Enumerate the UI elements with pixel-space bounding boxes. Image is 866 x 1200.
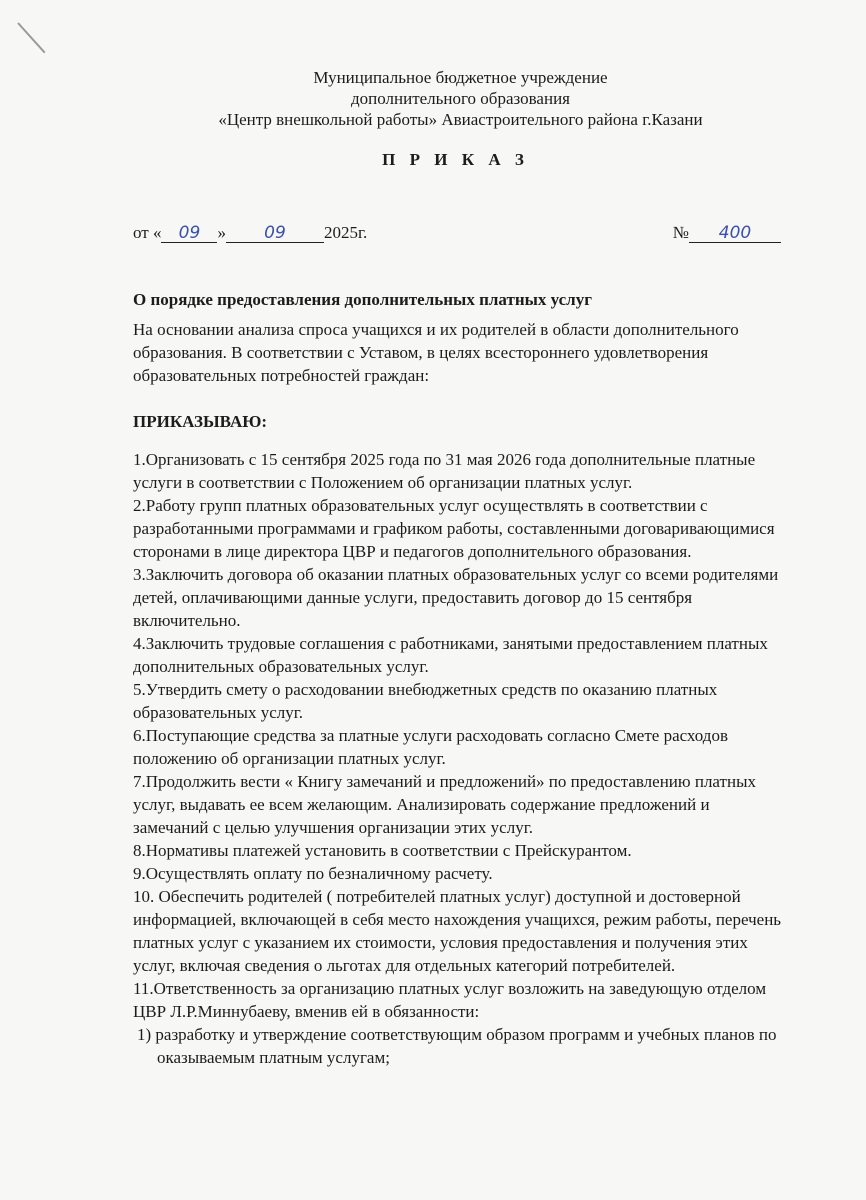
order-item-1: 1.Организовать с 15 сентября 2025 года по 31 мая 2026 года дополнительные платные услуги в соответствии с Положением об организации платных услуг.	[133, 450, 756, 492]
handwritten-number: 400	[718, 223, 752, 243]
header-line-2: дополнительного образования	[351, 89, 570, 108]
handwritten-month: 09	[264, 223, 286, 243]
order-item-4: 4.Заключить трудовые соглашения с работниками, занятыми предоставлением платных дополнительных образовательных услуг.	[133, 634, 768, 676]
order-item-5: 5.Утвердить смету о расходовании внебюджетных средств по оказанию платных образовательных услуг.	[133, 680, 718, 722]
institution-header	[0, 67, 866, 130]
scan-mark	[17, 22, 45, 53]
handwritten-day: 09	[178, 223, 201, 243]
order-items	[133, 448, 788, 1069]
order-item-11: 11.Ответственность за организацию платных услуг возложить на заведующую отделом ЦВР Л.Р.Миннубаеву, вменив ей в обязанности:	[133, 979, 767, 1021]
order-item-7: 7.Продолжить вести « Книгу замечаний и предложений» по предоставлению платных услуг, выдавать ее всем желающим. Анализировать содержание предложений и замечаний с целью улучшения организации этих услуг.	[133, 772, 756, 837]
document-title: П Р И К А З	[382, 150, 529, 169]
header-line-3: «Центр внешкольной работы» Авиастроительного района г.Казани	[218, 110, 703, 129]
order-item-9: 9.Осуществлять оплату по безналичному расчету.	[133, 864, 493, 883]
month-blank	[226, 223, 324, 243]
date-mid: »	[217, 223, 226, 242]
order-subitem-1: 1) разработку и утверждение соответствующим образом программ и учебных планов по оказываемым платным услугам;	[137, 1025, 777, 1067]
date-year: 2025г.	[323, 223, 368, 242]
order-item-2: 2.Работу групп платных образовательных услуг осуществлять в соответствии с разработанными программами и графиком работы, составленными договаривающимися сторонами в лице директора ЦВР и педагогов дополнительного образования.	[133, 496, 775, 561]
date-number-line	[133, 223, 781, 247]
number-blank	[689, 223, 781, 243]
order-item-6: 6.Поступающие средства за платные услуги расходовать согласно Смете расходов положению об организации платных услуг.	[133, 726, 728, 768]
order-number-field	[673, 223, 781, 243]
order-item-8: 8.Нормативы платежей установить в соответствии с Прейскурантом.	[133, 841, 632, 860]
intro-paragraph: На основании анализа спроса учащихся и их родителей в области дополнительного образования. В соответствии с Уставом, в целях всестороннего удовлетворения образовательных потребностей граждан:	[133, 320, 739, 385]
order-item-10: 10. Обеспечить родителей ( потребителей платных услуг) доступной и достоверной информацией, включающей в себя место нахождения учащихся, режим работы, перечень платных услуг с указанием их стоимости, условия предоставления и получения этих услуг, включая сведения о льготах для отдельных категорий потребителей.	[133, 887, 782, 975]
day-blank	[161, 223, 217, 243]
date-prefix: от «	[133, 223, 162, 242]
order-word: ПРИКАЗЫВАЮ:	[133, 412, 268, 431]
order-item-3: 3.Заключить договора об оказании платных образовательных услуг со всеми родителями детей, оплачивающими данные услуги, предоставить договор до 15 сентября включительно.	[133, 565, 779, 630]
header-line-1: Муниципальное бюджетное учреждение	[313, 68, 608, 87]
date-field	[133, 223, 367, 243]
number-label: №	[672, 223, 689, 242]
order-subject: О порядке предоставления дополнительных платных услуг	[133, 290, 592, 309]
